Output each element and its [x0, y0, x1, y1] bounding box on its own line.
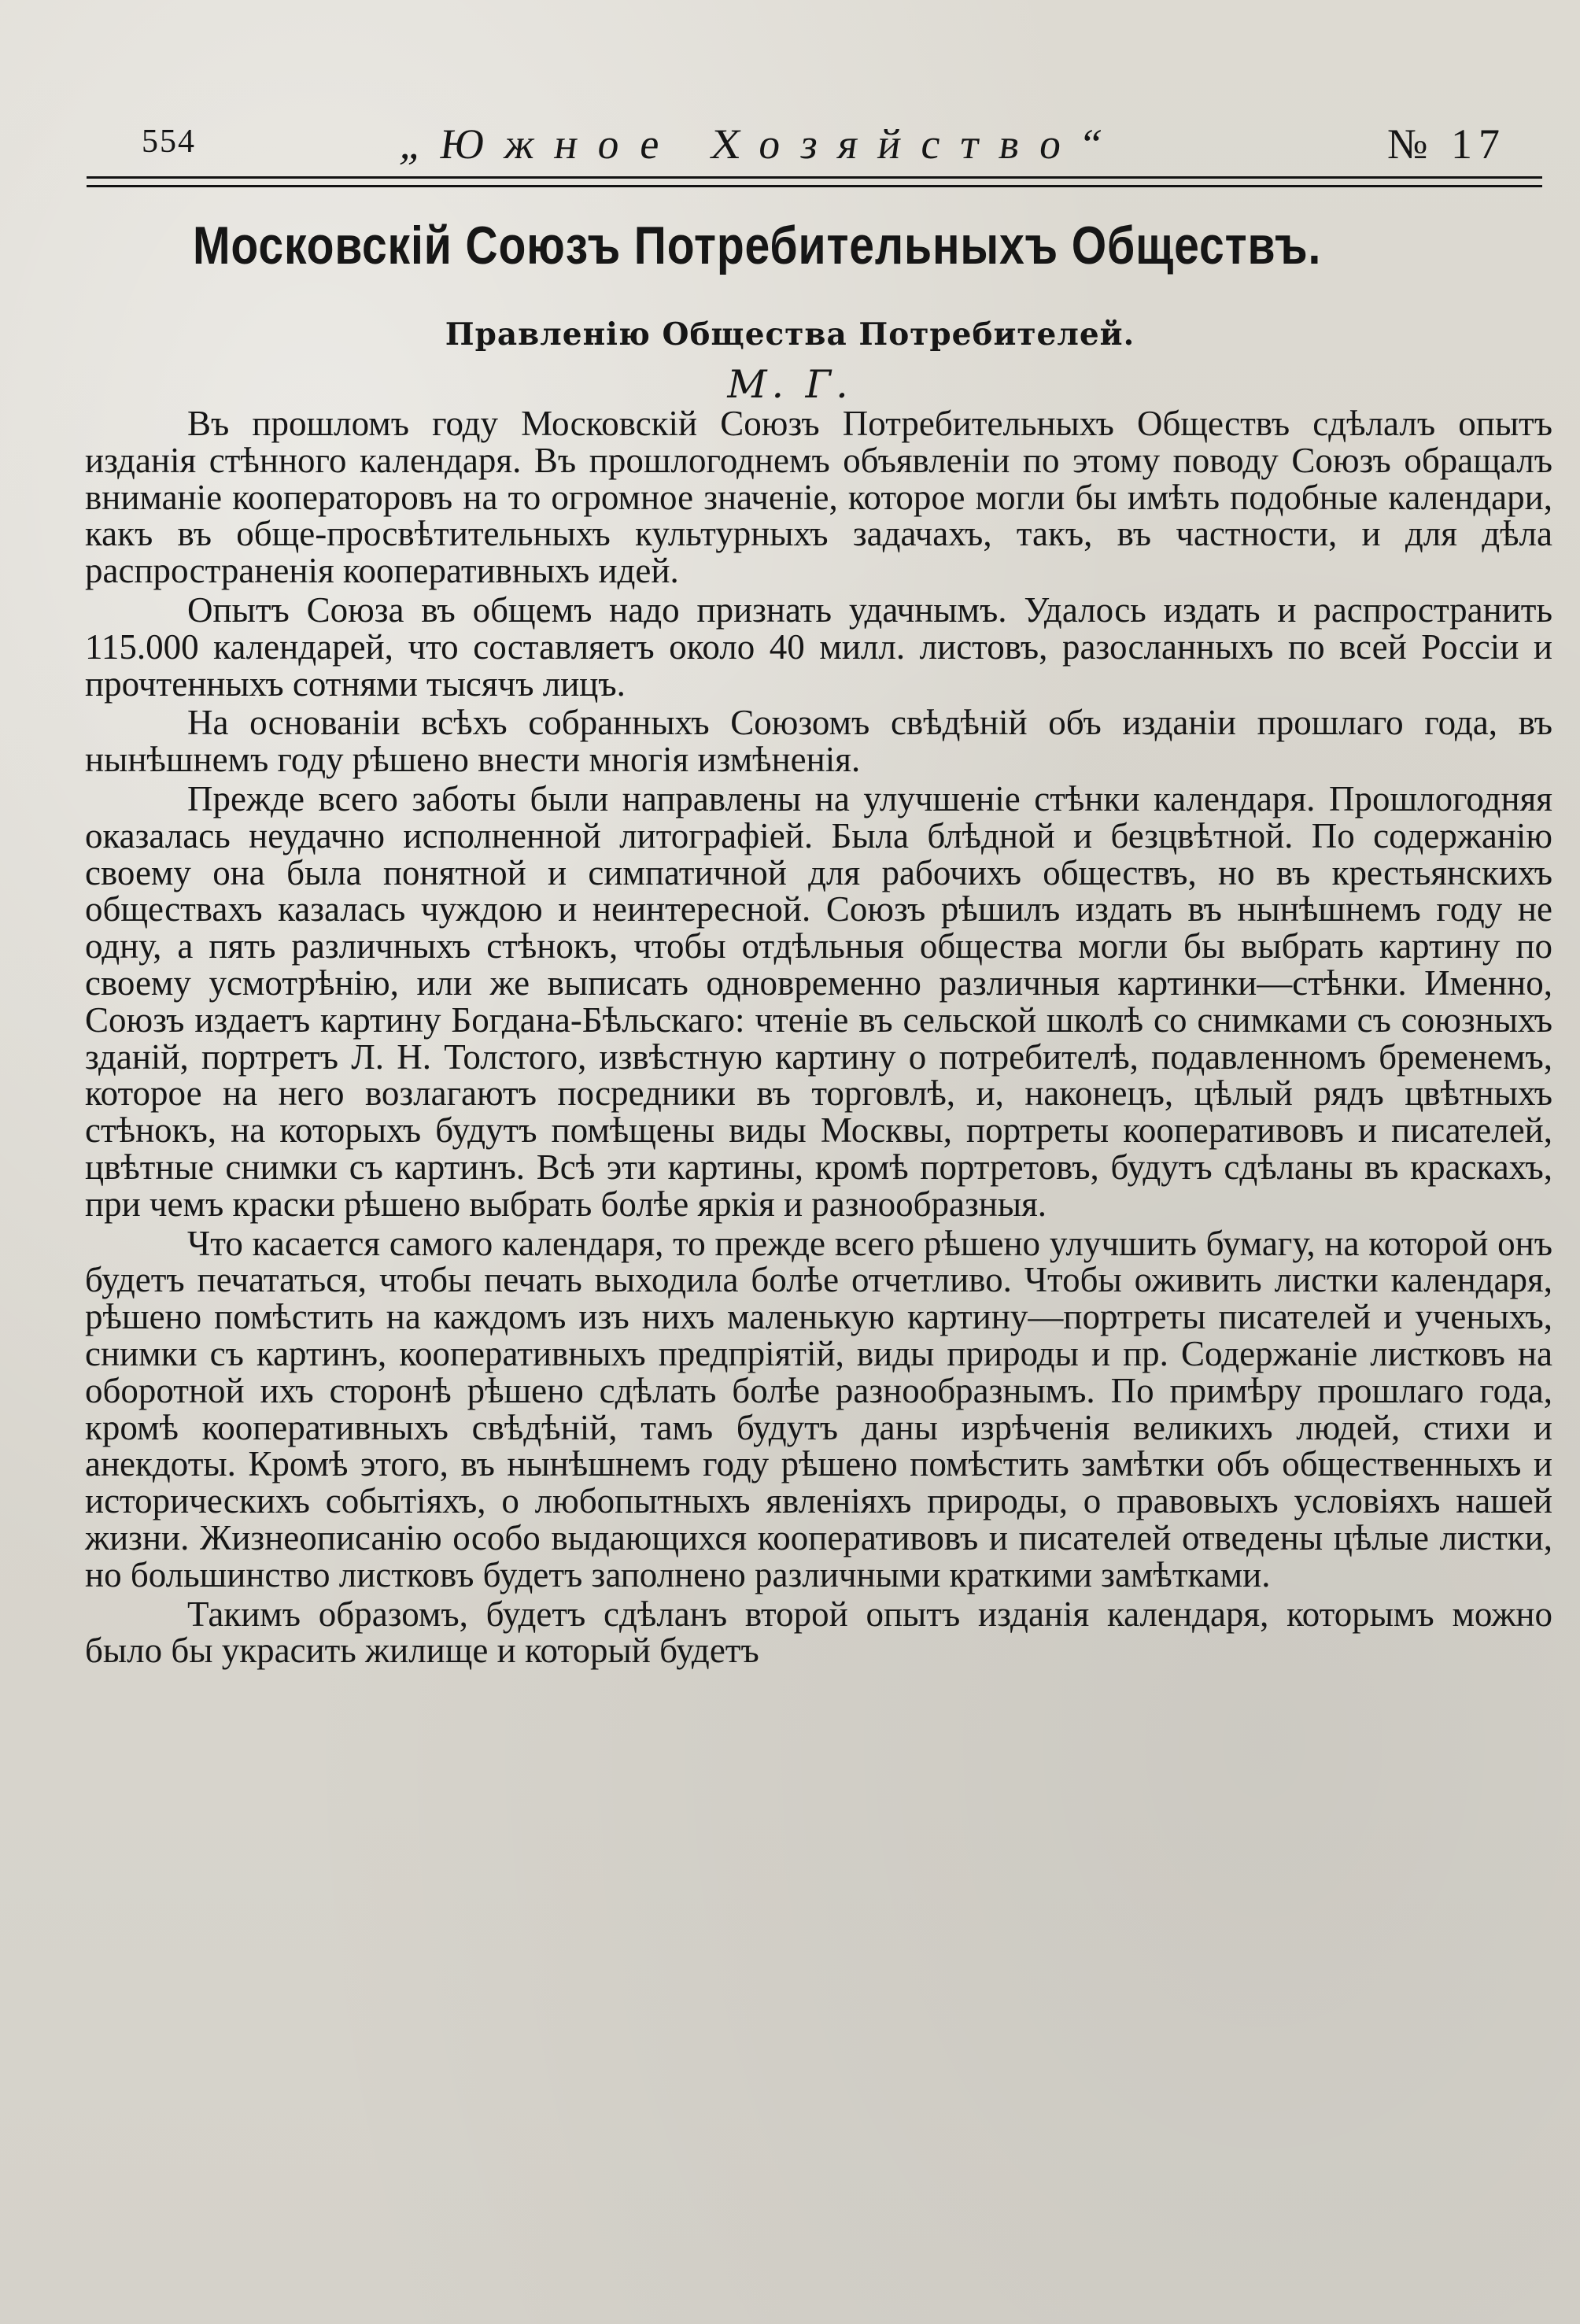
salutation: М. Г. [727, 362, 853, 407]
journal-title: „Южное Хозяйство“ [397, 120, 1125, 168]
paragraph: Прежде всего заботы были направлены на улучшеніе стѣнки календаря. Прошлогодняя оказалась неудачно исполненной литографіей. Была блѣдной и безцвѣтной. По содержанію своему она была понятной и симпатичной для рабочихъ обществъ, но въ крестьянскихъ обществахъ казалась чуждою и неинтересной. Союзъ рѣшилъ издать въ нынѣшнемъ году не одну, а пять различныхъ стѣнокъ, чтобы отдѣльныя общества могли бы выбрать картину по своему усмотрѣнію, или же выписать одновременно различныя картинки—стѣнки. Именно, Союзъ издаетъ картину Богдана-Бѣльскаго: чтеніе въ сельской школѣ со снимками съ союзныхъ зданій, портретъ Л. Н. Толстого, извѣстную картину о потребителѣ, подавленномъ бременемъ, которое на него возлагаютъ посредники въ торговлѣ, и, наконецъ, цѣлый рядъ цвѣтныхъ стѣнокъ, на которыхъ будутъ помѣщены виды Москвы, портреты кооперативовъ и писателей, цвѣтные снимки съ картинъ. Всѣ эти картины, кромѣ портретовъ, будутъ сдѣланы въ краскахъ, при чемъ краски рѣшено выбрать болѣе яркія и разнообразныя. [85, 778, 1552, 1224]
header-rule-top [87, 176, 1542, 179]
issue-number: № 17 [1386, 120, 1506, 168]
article-title: Московскій Союзъ Потребительныхъ Обществъ. [193, 216, 1322, 275]
header-rule-bottom [87, 185, 1542, 187]
paragraph: Такимъ образомъ, будетъ сдѣланъ второй опытъ изданія календаря, которымъ можно было бы украсить жилище и который будетъ [85, 1594, 1552, 1671]
page-number: 554 [142, 124, 196, 160]
article-body [85, 405, 1552, 1672]
article-subtitle: Правленію Общества Потребителей. [445, 316, 1135, 353]
paragraph: Опытъ Союза въ общемъ надо признать удачнымъ. Удалось издать и распространить 115.000 календарей, что составляетъ около 40 милл. листовъ, разосланныхъ по всей Россіи и прочтенныхъ сотнями тысячъ лицъ. [85, 589, 1552, 704]
paragraph: На основаніи всѣхъ собранныхъ Союзомъ свѣдѣній объ изданіи прошлаго года, въ нынѣшнемъ году рѣшено внести многія измѣненія. [85, 703, 1552, 780]
paragraph: Что касается самого календаря, то прежде всего рѣшено улучшить бумагу, на которой онъ будетъ печататься, чтобы печать выходила болѣе отчетливо. Чтобы оживить листки календаря, рѣшено помѣстить на каждомъ изъ нихъ маленькую картину—портреты писателей и ученыхъ, снимки съ картинъ, кооперативныхъ предпріятій, виды природы и пр. Содержаніе листковъ на оборотной ихъ сторонѣ рѣшено сдѣлать болѣе разнообразнымъ. По примѣру прошлаго года, кромѣ кооперативныхъ свѣдѣній, тамъ будутъ даны изрѣченія великихъ людей, стихи и анекдоты. Кромѣ этого, въ нынѣшнемъ году рѣшено помѣстить замѣтки объ общественныхъ и историческихъ событіяхъ, о любопытныхъ явленіяхъ природы, о правовыхъ условіяхъ нашей жизни. Жизнеописанію особо выдающихся кооперативовъ и писателей отведены цѣлые листки, но большинство листковъ будетъ заполнено различными краткими замѣтками. [85, 1223, 1552, 1594]
paragraph: Въ прошломъ году Московскій Союзъ Потребительныхъ Обществъ сдѣлалъ опытъ изданія стѣнного календаря. Въ прошлогоднемъ объявленіи по этому поводу Союзъ обращалъ вниманіе кооператоровъ на то огромное значеніе, которое могли бы имѣть подобные календари, какъ въ обще-просвѣтительныхъ культурныхъ задачахъ, такъ, въ частности, и для дѣла распространенія кооперативныхъ идей. [85, 404, 1552, 591]
running-header [87, 110, 1550, 189]
